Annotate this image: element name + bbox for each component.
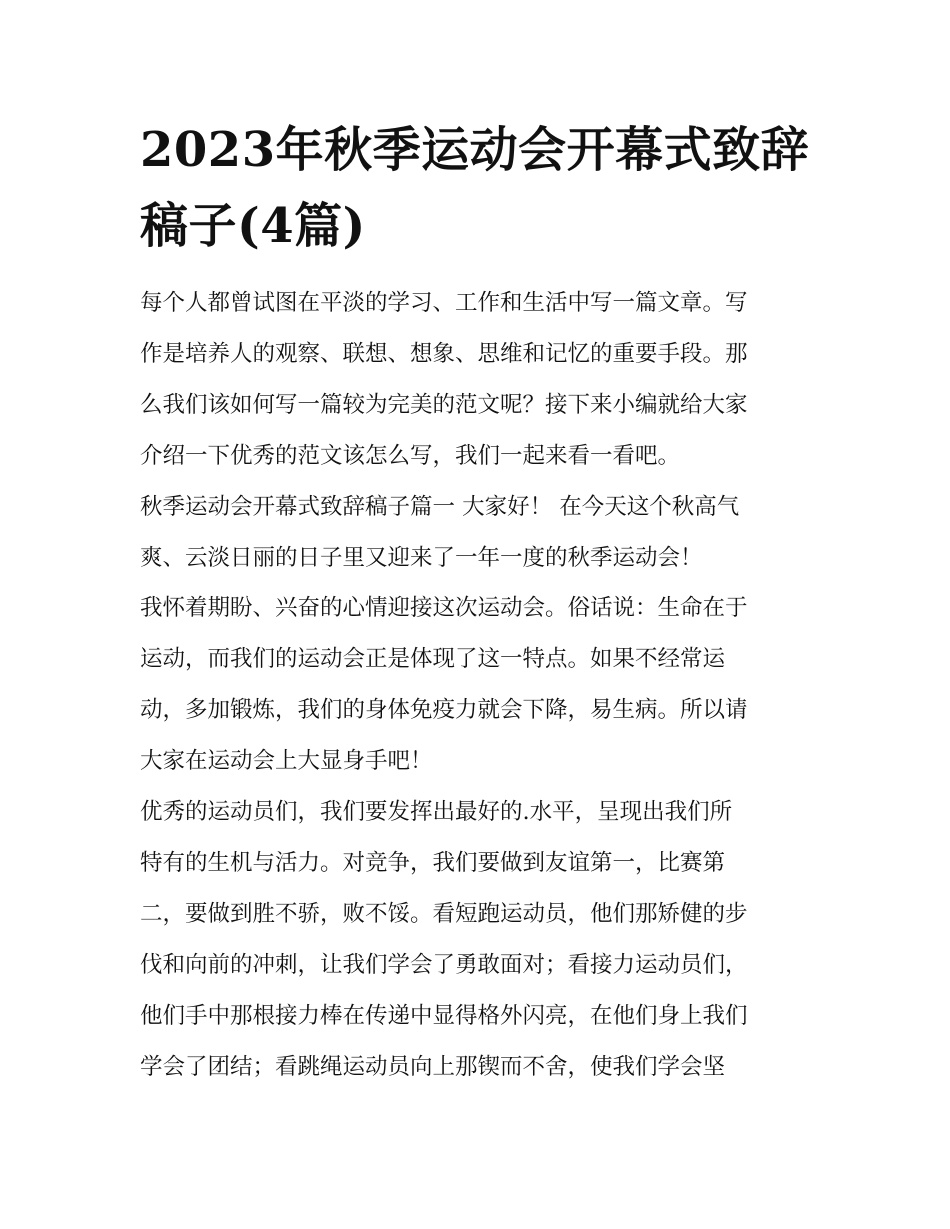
- title-line-2: 稿子(4篇): [140, 198, 366, 254]
- body-line-16: 学会了团结；看跳绳运动员向上那锲而不舍，使我们学会坚: [140, 1053, 726, 1080]
- body-line-1: 每个人都曾试图在平淡的学习、工作和生活中写一篇文章。写: [140, 290, 748, 316]
- body-line-8: 运动，而我们的运动会正是体现了这一特点。如果不经常运: [140, 646, 726, 673]
- body-line-14: 伐和向前的冲刺，让我们学会了勇敢面对；看接力运动员们，: [140, 951, 748, 978]
- body-line-3: 么我们该如何写一篇较为完美的范文呢？接下来小编就给大家: [140, 391, 748, 418]
- body-line-5: 秋季运动会开幕式致辞稿子篇一 大家好！ 在今天这个秋高气: [140, 493, 740, 520]
- body-line-13: 二，要做到胜不骄，败不馁。看短跑运动员，他们那矫健的步: [140, 900, 748, 927]
- body-line-15: 他们手中那根接力棒在传递中显得格外闪亮，在他们身上我们: [140, 1002, 748, 1029]
- body-line-11: 优秀的运动员们，我们要发挥出最好的.水平，呈现出我们所: [140, 799, 733, 826]
- body-line-7: 我怀着期盼、兴奋的心情迎接这次运动会。俗话说：生命在于: [140, 595, 748, 622]
- title-line-1: 2023年秋季运动会开幕式致辞: [140, 122, 810, 178]
- body-line-2: 作是培养人的观察、联想、想象、思维和记忆的重要手段。那: [140, 340, 748, 367]
- document-page: [140, 112, 820, 1093]
- document-title: [140, 112, 820, 264]
- document-body: [140, 278, 820, 1093]
- body-line-10: 大家在运动会上大显身手吧！: [140, 748, 433, 775]
- body-line-9: 动，多加锻炼，我们的身体免疫力就会下降，易生病。所以请: [140, 697, 748, 724]
- body-line-6: 爽、云淡日丽的日子里又迎来了一年一度的秋季运动会！: [140, 544, 703, 571]
- body-line-4: 介绍一下优秀的范文该怎么写，我们一起来看一看吧。: [140, 442, 681, 469]
- body-line-12: 特有的生机与活力。对竞争，我们要做到友谊第一，比赛第: [140, 849, 726, 876]
